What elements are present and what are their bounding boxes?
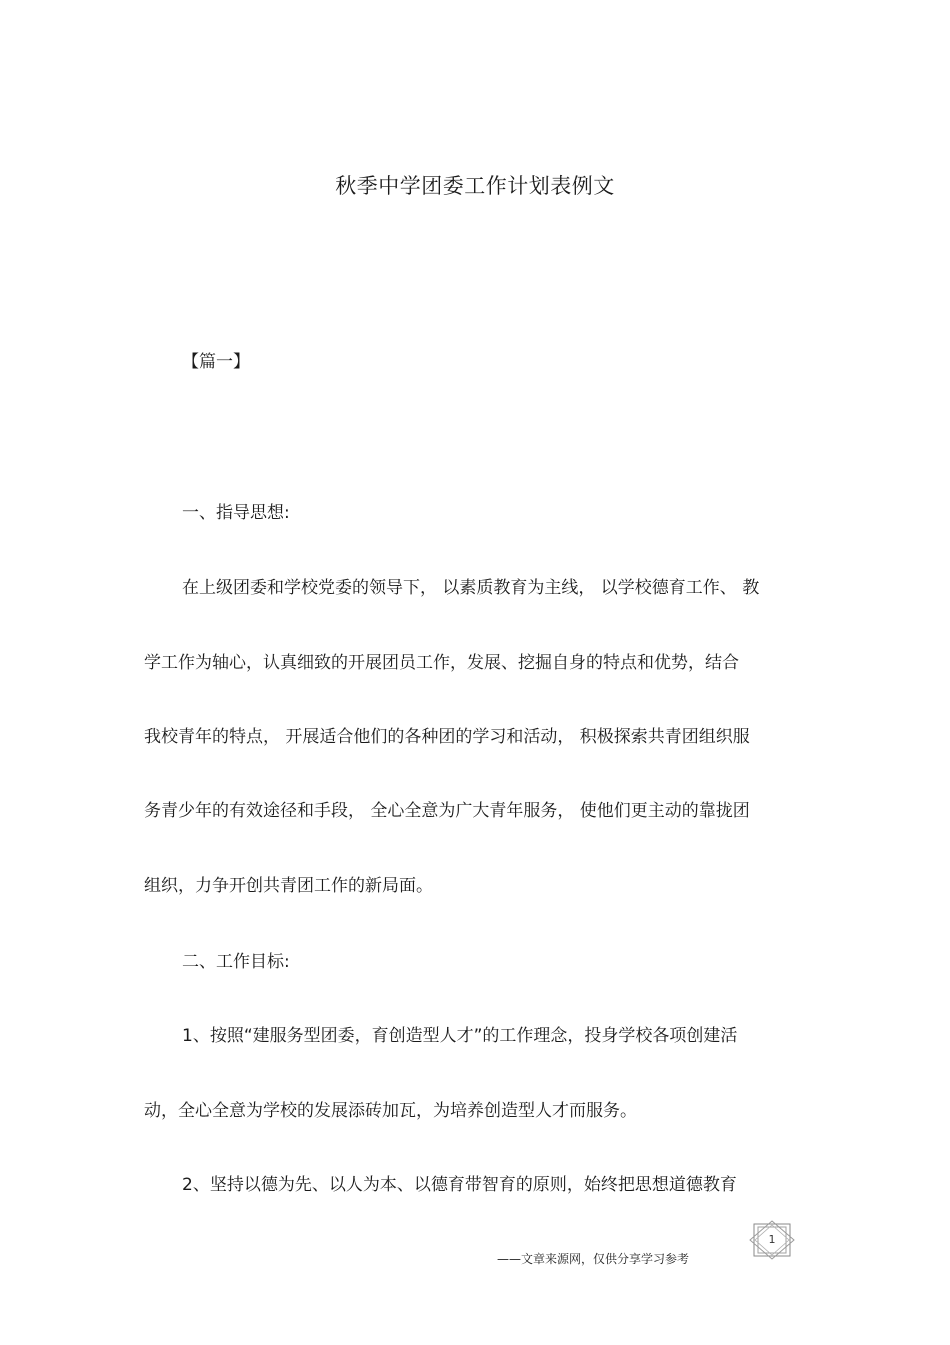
footer-source-note: ——文章来源网，仅供分享学习参考 [497, 1252, 690, 1266]
paragraph-line: 在上级团委和学校党委的领导下， 以素质教育为主线， 以学校德育工作、 教 [182, 578, 760, 598]
paragraph-line: 1、按照“建服务型团委，育创造型人才”的工作理念，投身学校各项创建活 [182, 1026, 738, 1046]
section-label: 【篇一】 [182, 352, 250, 372]
paragraph-line: 动，全心全意为学校的发展添砖加瓦，为培养创造型人才而服务。 [144, 1101, 637, 1121]
heading-work-goals: 二、工作目标: [182, 952, 290, 972]
paragraph-line: 我校青年的特点， 开展适合他们的各种团的学习和活动， 积极探索共青团组织服 [144, 727, 750, 747]
paragraph-line: 2、坚持以德为先、以人为本、以德育带智育的原则，始终把思想道德教育 [182, 1175, 737, 1195]
paragraph-line: 务青少年的有效途径和手段， 全心全意为广大青年服务， 使他们更主动的靠拢团 [144, 801, 750, 821]
paragraph-line: 学工作为轴心，认真细致的开展团员工作，发展、挖掘自身的特点和优势，结合 [144, 653, 739, 673]
paragraph-line: 组织，力争开创共青团工作的新局面。 [144, 876, 433, 896]
heading-guiding-ideology: 一、指导思想: [182, 503, 290, 523]
page-number: 1 [768, 1233, 776, 1246]
page-number-badge [748, 1220, 796, 1260]
document-title: 秋季中学团委工作计划表例文 [335, 174, 615, 198]
